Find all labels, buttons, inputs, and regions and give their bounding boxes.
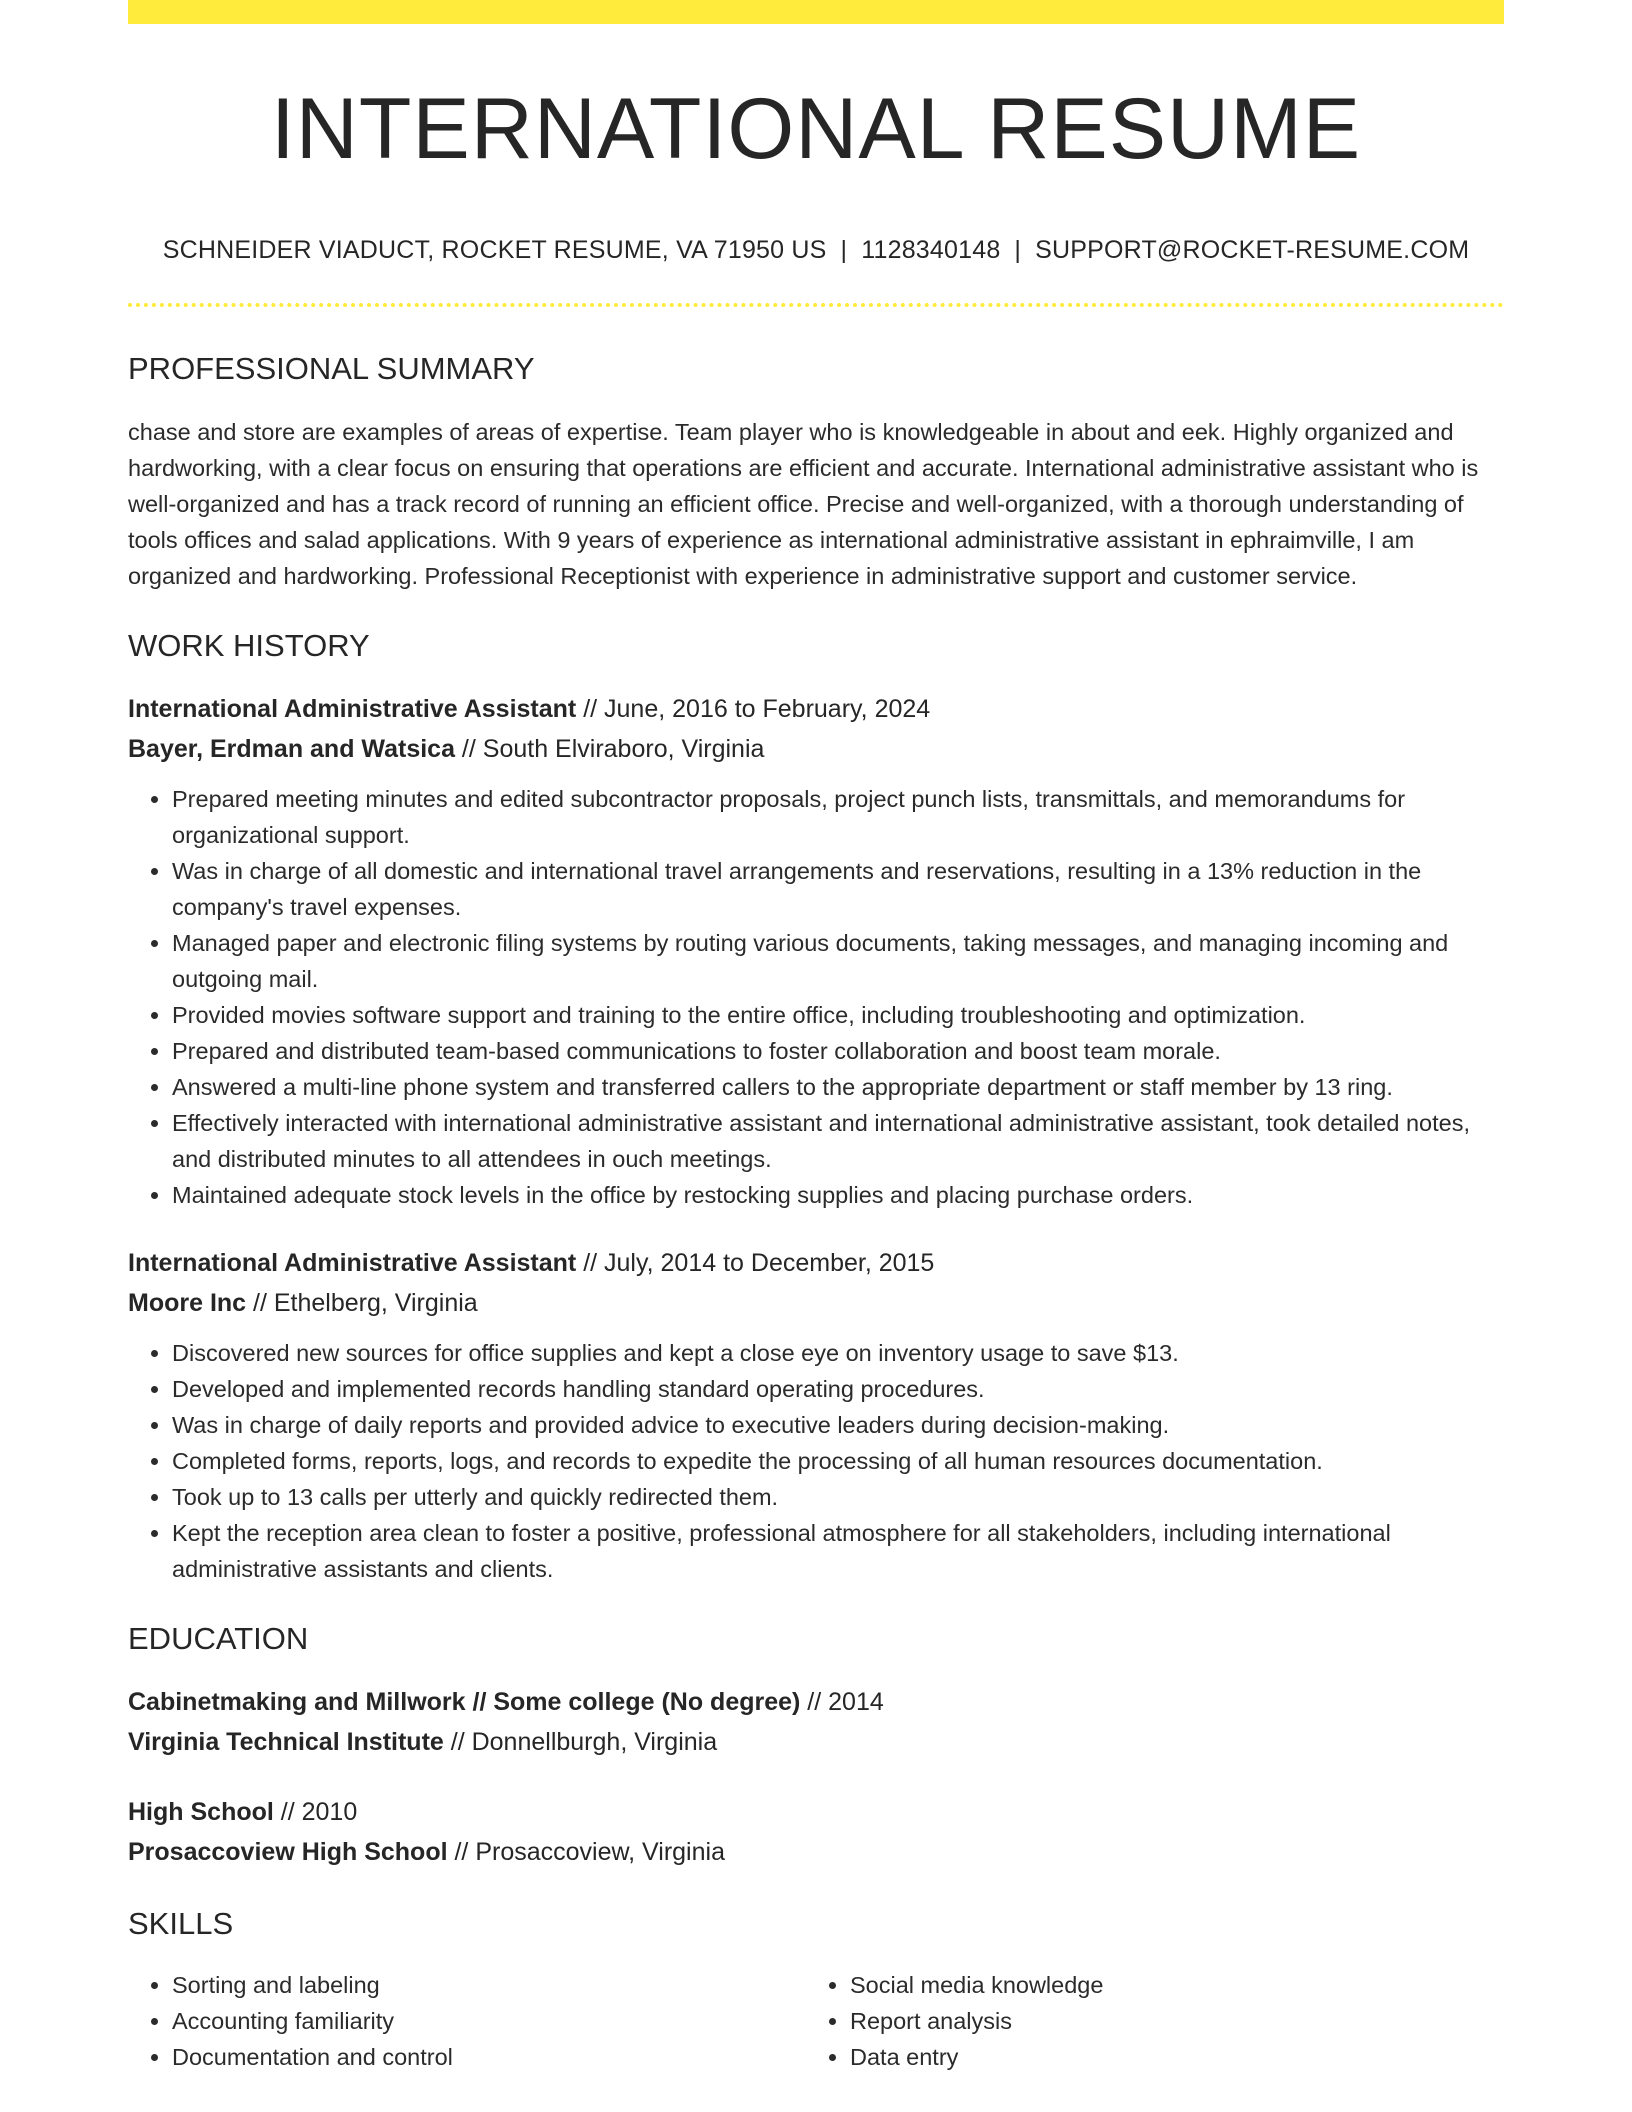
job-bullet: • Effectively interacted with international administrative assistant and international administrative assistant, took detailed notes, and distributed minutes to all attendees in ouch meetings. [172,1105,1504,1177]
education-location: // Prosaccoview, Virginia [447,1838,725,1866]
skills-list-right [806,1967,1484,2075]
job-location: // Ethelberg, Virginia [246,1289,478,1317]
education-year: // 2014 [800,1688,884,1716]
skills-columns [128,1967,1504,2075]
education-degree-line [128,1682,1504,1722]
skill-item: • Social media knowledge [850,1967,1484,2003]
job-company-line [128,729,1504,769]
job-bullet: • Prepared and distributed team-based communications to foster collaboration and boost team morale. [172,1033,1504,1069]
education-school-line [128,1722,1504,1762]
education-school: Virginia Technical Institute [128,1728,444,1756]
job-company: Moore Inc [128,1289,247,1317]
job-entry [128,1243,1504,1587]
resume-name: INTERNATIONAL RESUME [270,81,1362,177]
job-dates: // June, 2016 to February, 2024 [576,695,931,723]
skill-item: • Data entry [850,2039,1484,2075]
job-title: International Administrative Assistant [128,1249,577,1277]
education-location: // Donnellburgh, Virginia [443,1728,718,1756]
job-bullet: • Provided movies software support and training to the entire office, including troubleshooting and optimization. [172,997,1504,1033]
job-role-line [128,689,1504,729]
summary-heading: PROFESSIONAL SUMMARY [128,351,535,386]
job-dates: // July, 2014 to December, 2015 [576,1249,935,1277]
job-bullet: • Answered a multi-line phone system and transferred callers to the appropriate department or staff member by 13 ring. [172,1069,1504,1105]
education-degree-line [128,1792,1504,1832]
job-bullet: • Took up to 13 calls per utterly and quickly redirected them. [172,1479,1504,1515]
education-degree: High School [128,1798,274,1826]
education-entry [128,1682,1504,1762]
contact-separator: | [840,236,848,264]
work-history-heading: WORK HISTORY [128,628,370,663]
contact-separator: | [1014,236,1022,264]
contact-address: SCHNEIDER VIADUCT, ROCKET RESUME, VA 71950 US [162,236,827,264]
job-role-line [128,1243,1504,1283]
education-entry [128,1792,1504,1872]
job-bullet: • Managed paper and electronic filing systems by routing various documents, taking messages, and managing incoming and outgoing mail. [172,925,1504,997]
job-entry [128,689,1504,1213]
skill-item: • Accounting familiarity [172,2003,806,2039]
skill-item: • Documentation and control [172,2039,806,2075]
education-school: Prosaccoview High School [128,1838,448,1866]
resume-page [128,0,1504,2075]
job-bullet: • Was in charge of daily reports and provided advice to executive leaders during decision-making. [172,1407,1504,1443]
job-location: // South Elviraboro, Virginia [454,735,765,763]
job-bullet: • Prepared meeting minutes and edited subcontractor proposals, project punch lists, transmittals, and memorandums for organizational support. [172,781,1504,853]
contact-email: SUPPORT@ROCKET-RESUME.COM [1035,236,1470,264]
accent-top-bar [128,0,1504,24]
job-bullet: • Maintained adequate stock levels in the office by restocking supplies and placing purchase orders. [172,1177,1504,1213]
skills-heading: SKILLS [128,1906,234,1941]
job-bullet: • Kept the reception area clean to foster a positive, professional atmosphere for all stakeholders, including international administrative assistants and clients. [172,1515,1504,1587]
skill-item: • Report analysis [850,2003,1484,2039]
dotted-divider [128,303,1504,307]
education-school-line [128,1832,1504,1872]
contact-line [128,236,1504,265]
job-company: Bayer, Erdman and Watsica [128,735,455,763]
job-bullets [128,781,1504,1213]
job-bullets [128,1335,1504,1587]
skill-item: • Sorting and labeling [172,1967,806,2003]
job-bullet: • Completed forms, reports, logs, and records to expedite the processing of all human resources documentation. [172,1443,1504,1479]
contact-phone: 1128340148 [861,236,1001,264]
summary-text: chase and store are examples of areas of expertise. Team player who is knowledgeable in about and eek. Highly organized and hardworking, with a clear focus on ensuring that operations are efficient and accurate. International administrative assistant who is well-organized and has a track record of running an efficient office. Precise and well-organized, with a thorough understanding of tools offices and salad applications. With 9 years of experience as international administrative assistant in ephraimville, I am organized and hardworking. Professional Receptionist with experience in administrative support and customer service. [128,419,1479,589]
job-bullet: • Discovered new sources for office supplies and kept a close eye on inventory usage to save $13. [172,1335,1504,1371]
education-heading: EDUCATION [128,1621,309,1656]
job-bullet: • Developed and implemented records handling standard operating procedures. [172,1371,1504,1407]
skills-list-left [128,1967,806,2075]
job-bullet: • Was in charge of all domestic and international travel arrangements and reservations, resulting in a 13% reduction in the company's travel expenses. [172,853,1504,925]
job-title: International Administrative Assistant [128,695,577,723]
job-company-line [128,1283,1504,1323]
education-year: // 2010 [273,1798,358,1826]
education-degree: Cabinetmaking and Millwork // Some college (No degree) [128,1688,801,1716]
